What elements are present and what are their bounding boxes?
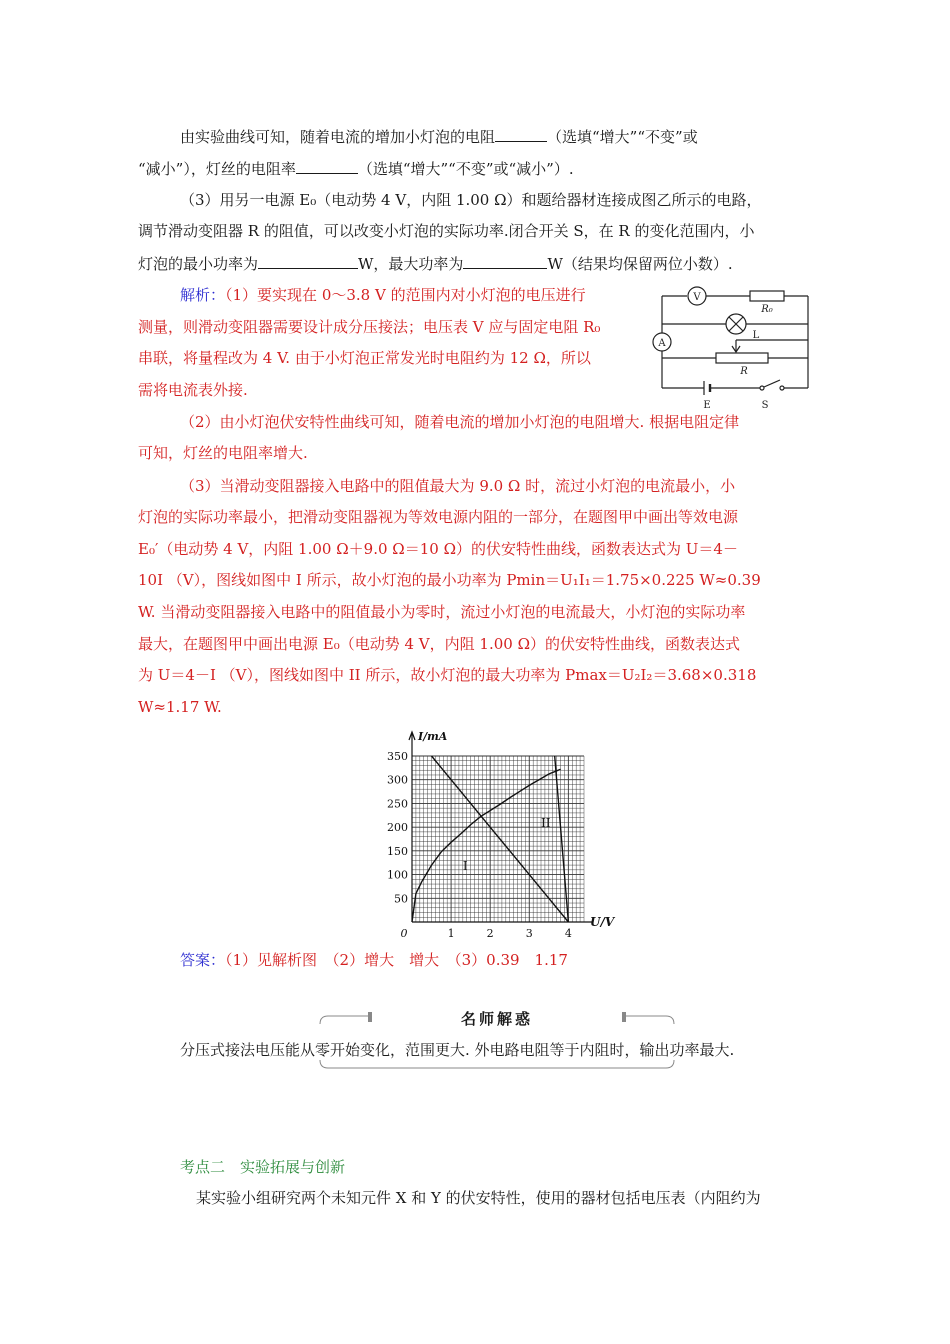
question-text: （选填“增大”“不变”或 bbox=[547, 128, 698, 146]
analysis-line: 需将电流表外接. bbox=[138, 381, 248, 399]
question-line-4: 调节滑动变阻器 R 的阻值，可以改变小灯泡的实际功率.闭合开关 S，在 R 的变化范围内，小 bbox=[138, 222, 755, 240]
rheostat-label: R bbox=[740, 366, 748, 377]
switch-label: S bbox=[761, 400, 769, 411]
section-title: 考点二 实验拓展与创新 bbox=[180, 1158, 346, 1176]
answer-blank[interactable] bbox=[258, 253, 358, 269]
analysis-line: W≈1.17 W. bbox=[138, 698, 222, 716]
x-tick-label: 2 bbox=[486, 927, 494, 940]
analysis-line: 串联，将量程改为 4 V. 由于小灯泡正常发光时电阻约为 12 Ω，所以 bbox=[138, 349, 591, 367]
iu-chart bbox=[380, 726, 620, 944]
x-tick-label: 3 bbox=[525, 927, 533, 940]
question-text: W，最大功率为 bbox=[358, 255, 464, 273]
section-text: 某实验小组研究两个未知元件 X 和 Y 的伏安特性，使用的器材包括电压表（内阻约为 bbox=[196, 1189, 761, 1207]
ammeter-label: A bbox=[658, 338, 666, 349]
y-tick-label: 250 bbox=[387, 797, 408, 811]
analysis-label: 解析： bbox=[180, 286, 226, 304]
voltmeter-label: V bbox=[693, 292, 701, 303]
y-tick-label: 100 bbox=[387, 868, 408, 882]
x-tick-label: 4 bbox=[564, 927, 572, 940]
answer-label: 答案： bbox=[180, 951, 226, 969]
question-line-3: （3）用另一电源 E₀（电动势 4 V，内阻 1.00 Ω）和题给器材连接成图乙所示的电路， bbox=[180, 191, 762, 209]
question-line-5 bbox=[138, 253, 733, 274]
analysis-line: 灯泡的实际功率最小，把滑动变阻器视为等效电源内阻的一部分，在题图甲中画出等效电源 bbox=[138, 508, 739, 526]
tip-title: 名师解惑 bbox=[460, 1010, 533, 1028]
analysis-line: 为 U＝4－I （V），图线如图中 II 所示，故小灯泡的最大功率为 Pmax＝U₂I₂＝3.68×0.318 bbox=[138, 666, 757, 684]
lamp-label: L bbox=[752, 330, 760, 341]
y-tick-label: 300 bbox=[387, 773, 408, 787]
answer-text: （1）见解析图 （2）增大 增大 （3）0.39 1.17 bbox=[225, 951, 568, 969]
answer-blank[interactable] bbox=[296, 158, 358, 174]
analysis-line: 最大，在题图甲中画出电源 E₀（电动势 4 V，内阻 1.00 Ω）的伏安特性曲线，函数表达式 bbox=[138, 635, 741, 653]
question-line-1 bbox=[180, 126, 698, 147]
answer-blank[interactable] bbox=[463, 253, 547, 269]
y-tick-label: 150 bbox=[387, 844, 408, 858]
x-tick-label: 0 bbox=[400, 927, 408, 940]
circuit-diagram bbox=[652, 282, 818, 412]
answer-line bbox=[180, 950, 568, 970]
question-line-2 bbox=[138, 158, 574, 179]
annotation-label: II bbox=[541, 816, 551, 831]
y-tick-label: 50 bbox=[394, 892, 408, 906]
x-axis-label: U/V bbox=[590, 915, 615, 929]
series-line-I bbox=[432, 756, 569, 922]
y-tick-label: 200 bbox=[387, 821, 408, 835]
analysis-line: 测量，则滑动变阻器需要设计成分压接法；电压表 V 应与固定电阻 R₀ bbox=[138, 318, 601, 336]
question-text: 灯泡的最小功率为 bbox=[138, 255, 259, 273]
question-text: （选填“增大”“不变”或“减小”）. bbox=[357, 160, 574, 178]
annotation-label: I bbox=[462, 858, 468, 873]
question-text: W（结果均保留两位小数）. bbox=[547, 255, 733, 273]
source-label: E bbox=[703, 400, 711, 411]
answer-blank[interactable] bbox=[495, 126, 547, 142]
r0-label: R₀ bbox=[761, 304, 773, 315]
analysis-line: （2）由小灯泡伏安特性曲线可知，随着电流的增加小灯泡的电阻增大. 根据电阻定律 bbox=[180, 413, 740, 431]
analysis-line: E₀′（电动势 4 V，内阻 1.00 Ω＋9.0 Ω＝10 Ω）的伏安特性曲线，函数表达式为 U＝4－ bbox=[138, 540, 738, 558]
y-tick-label: 350 bbox=[387, 750, 408, 763]
analysis-line: （3）当滑动变阻器接入电路中的阻值最大为 9.0 Ω 时，流过小灯泡的电流最小，小 bbox=[180, 477, 736, 495]
question-text: “减小”），灯丝的电阻率 bbox=[138, 160, 296, 178]
analysis-text: （1）要实现在 0～3.8 V 的范围内对小灯泡的电压进行 bbox=[225, 286, 586, 304]
y-axis-label: I/mA bbox=[418, 730, 448, 743]
question-text: 由实验曲线可知，随着电流的增加小灯泡的电阻 bbox=[180, 128, 496, 146]
tip-text: 分压式接法电压能从零开始变化，范围更大. 外电路电阻等于内阻时，输出功率最大. bbox=[180, 1041, 735, 1059]
analysis-line: 10I （V），图线如图中 I 所示，故小灯泡的最小功率为 Pmin＝U₁I₁＝1.75×0.225 W≈0.39 bbox=[138, 571, 761, 589]
analysis-line: W. 当滑动变阻器接入电路中的阻值最小为零时，流过小灯泡的电流最大，小灯泡的实际功率 bbox=[138, 603, 746, 621]
analysis-line: 可知，灯丝的电阻率增大. bbox=[138, 444, 308, 462]
analysis-line bbox=[180, 285, 586, 305]
x-tick-label: 1 bbox=[447, 927, 455, 940]
